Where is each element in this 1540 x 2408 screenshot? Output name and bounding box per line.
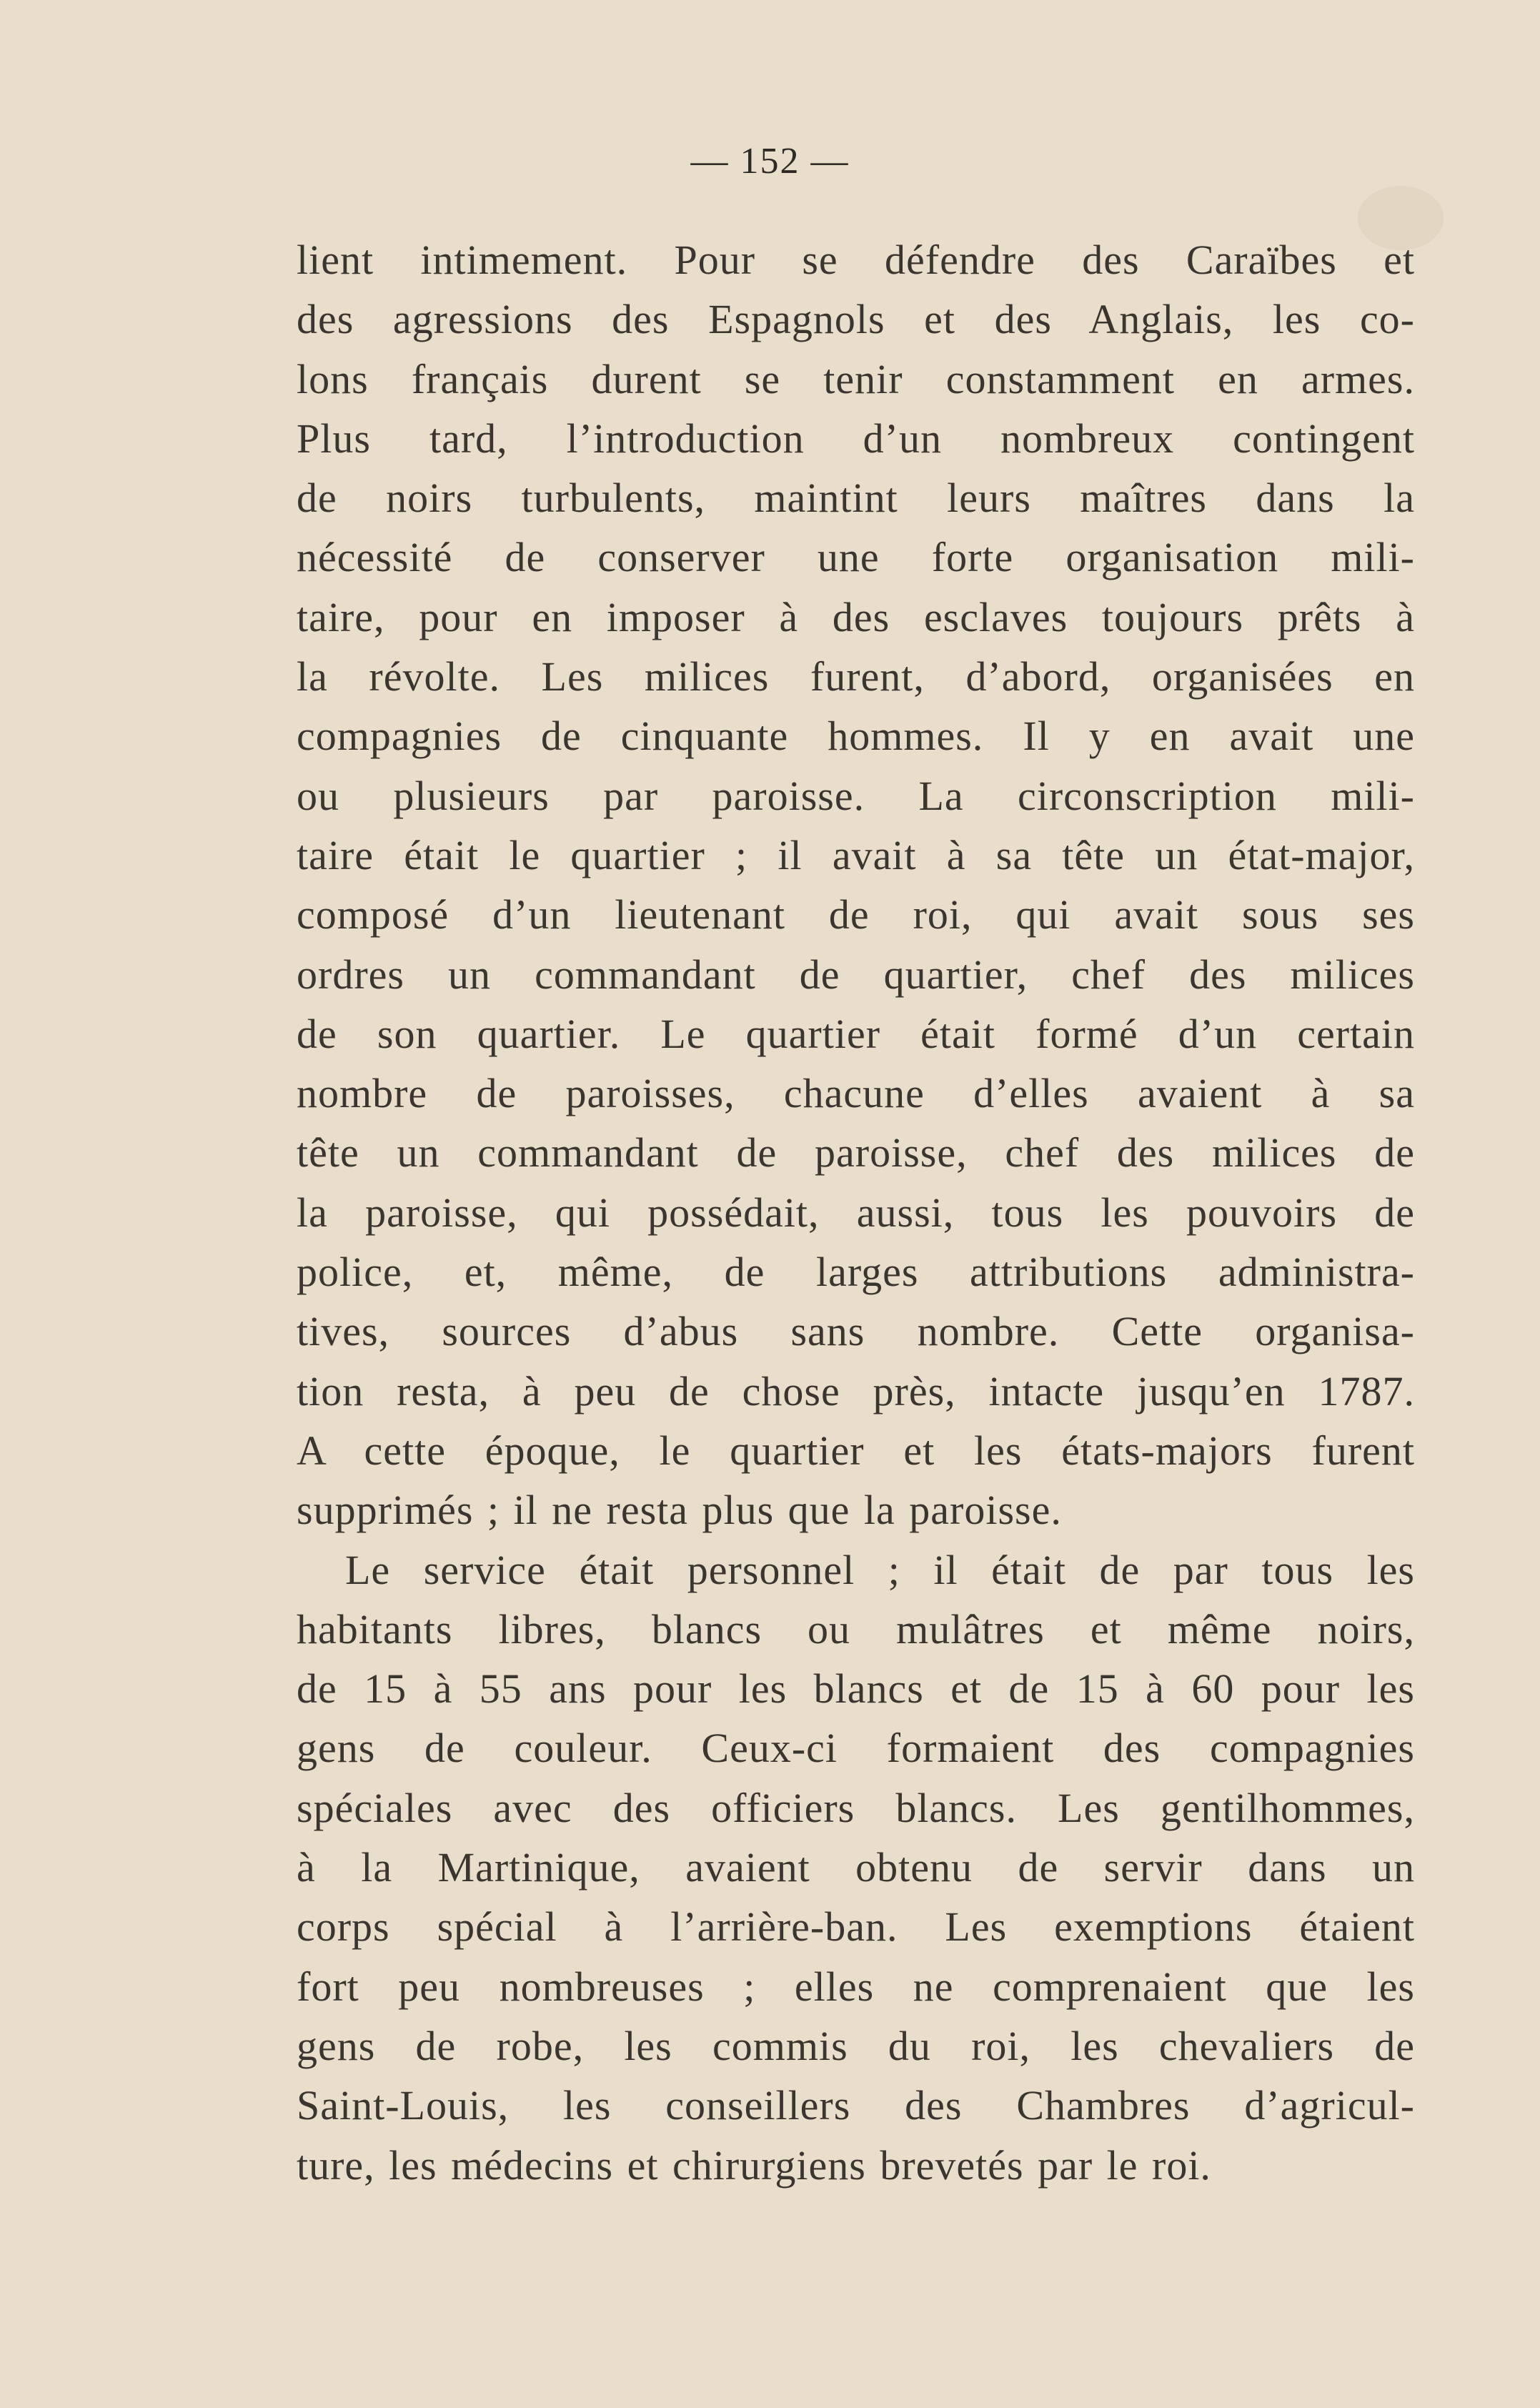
- text-line: de 15 à 55 ans pour les blancs et de 15 à 60 pour les: [297, 1665, 1415, 1713]
- text-line: ordres un commandant de quartier, chef des milices: [297, 951, 1415, 998]
- text-line: de noirs turbulents, maintint leurs maîtres dans la: [297, 475, 1415, 522]
- text-line: tête un commandant de paroisse, chef des milices de: [297, 1129, 1415, 1176]
- text-line: composé d’un lieutenant de roi, qui avait sous ses: [297, 891, 1415, 938]
- page-number: — 152 —: [690, 141, 850, 182]
- text-line: lons français durent se tenir constamment en armes.: [297, 355, 1415, 402]
- text-line: spéciales avec des officiers blancs. Les gentilhommes,: [297, 1784, 1415, 1831]
- text-line: supprimés ; il ne resta plus que la paroisse.: [297, 1487, 1062, 1534]
- text-line: nécessité de conserver une forte organisation mili-: [297, 534, 1415, 581]
- text-line: corps spécial à l’arrière-ban. Les exemptions étaient: [297, 1903, 1415, 1951]
- text-line: lient intimement. Pour se défendre des Caraïbes et: [297, 237, 1415, 283]
- text-line: A cette époque, le quartier et les états-majors furent: [297, 1427, 1415, 1474]
- text-line: nombre de paroisses, chacune d’elles avaient à sa: [297, 1070, 1415, 1117]
- text-line: compagnies de cinquante hommes. Il y en avait une: [297, 713, 1415, 760]
- text-line: gens de couleur. Ceux-ci formaient des compagnies: [297, 1725, 1415, 1772]
- text-line: Le service était personnel ; il était de par tous les: [345, 1546, 1415, 1593]
- text-line: taire, pour en imposer à des esclaves toujours prêts à: [297, 593, 1415, 640]
- text-line: gens de robe, les commis du roi, les chevaliers de: [297, 2022, 1415, 2069]
- text-line: de son quartier. Le quartier était formé d’un certain: [297, 1010, 1415, 1057]
- text-line: Plus tard, l’introduction d’un nombreux contingent: [297, 415, 1415, 462]
- text-line: ture, les médecins et chirurgiens brevetés par le roi.: [297, 2141, 1211, 2189]
- text-line: la révolte. Les milices furent, d’abord, organisées en: [297, 653, 1415, 700]
- text-line: fort peu nombreuses ; elles ne comprenaient que les: [297, 1963, 1415, 2010]
- text-line: des agressions des Espagnols et des Anglais, les co-: [297, 296, 1415, 343]
- text-line: à la Martinique, avaient obtenu de servir dans un: [297, 1844, 1415, 1891]
- text-line: ou plusieurs par paroisse. La circonscription mili-: [297, 772, 1415, 819]
- text-line: habitants libres, blancs ou mulâtres et même noirs,: [297, 1605, 1415, 1653]
- text-line: tives, sources d’abus sans nombre. Cette organisa-: [297, 1308, 1415, 1355]
- text-line: taire était le quartier ; il avait à sa tête un état-major,: [297, 831, 1415, 878]
- text-line: police, et, même, de larges attributions administra-: [297, 1249, 1415, 1296]
- body-text: [297, 230, 1415, 2195]
- text-line: Saint-Louis, les conseillers des Chambres d’agricul-: [297, 2082, 1415, 2129]
- text-line: tion resta, à peu de chose près, intacte jusqu’en 1787.: [297, 1367, 1415, 1414]
- text-line: la paroisse, qui possédait, aussi, tous les pouvoirs de: [297, 1189, 1415, 1236]
